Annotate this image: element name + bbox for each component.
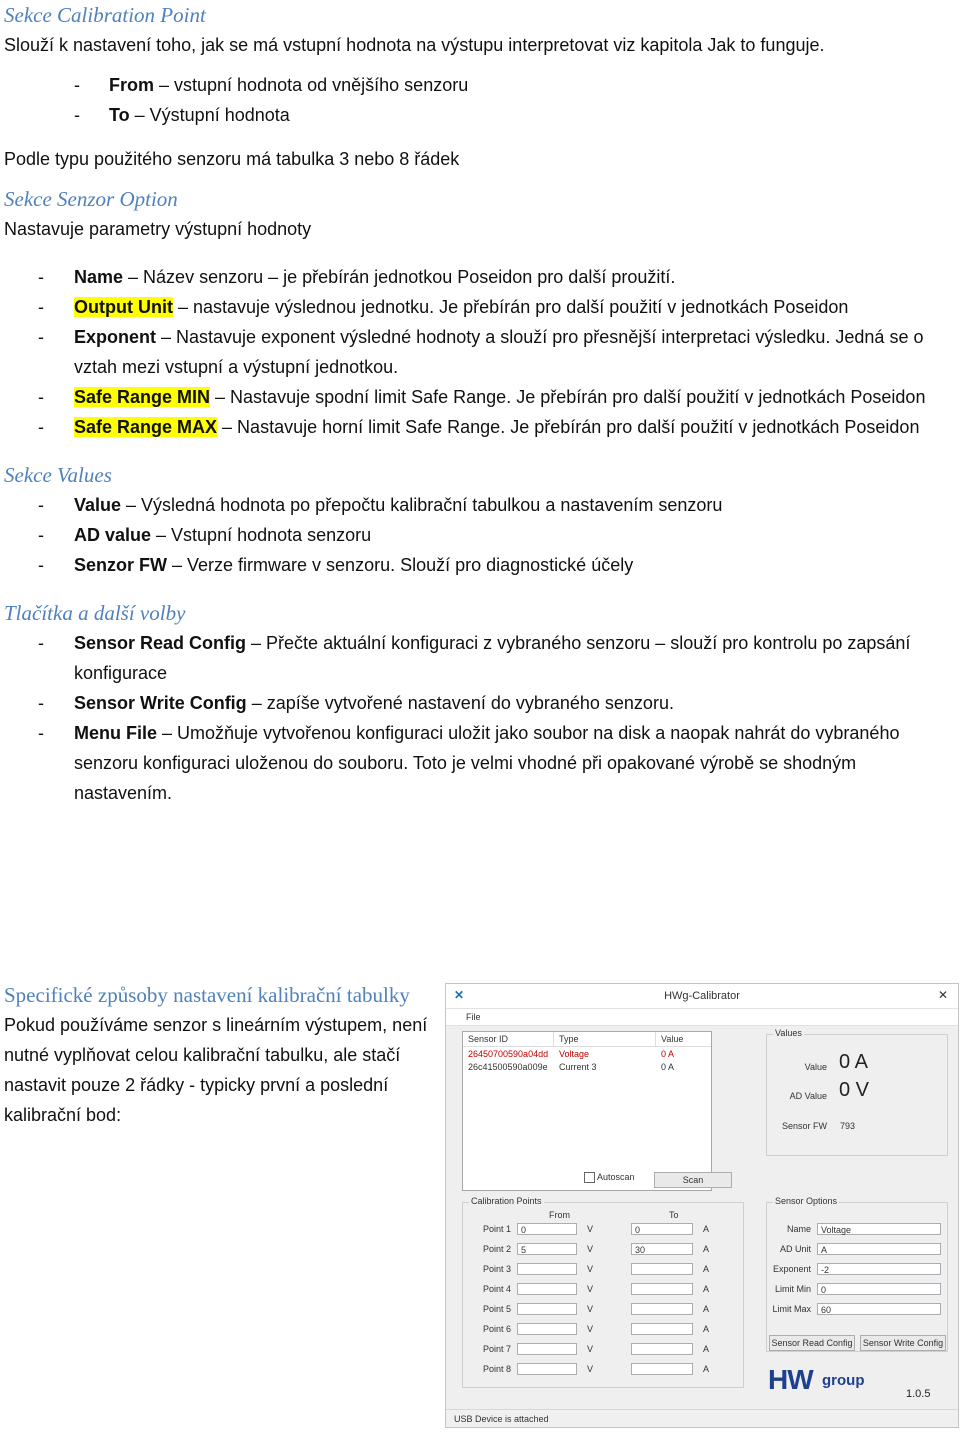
point-label: Point 1: [483, 1224, 512, 1234]
menu-file[interactable]: File: [466, 1012, 481, 1022]
point-label: Point 6: [483, 1324, 512, 1334]
senzor-intro: Nastavuje parametry výstupní hodnoty: [4, 219, 312, 239]
list-item: - Sensor Write Config – zapíše vytvořené nastavení do vybraného senzoru.: [4, 688, 954, 718]
to-unit: A: [703, 1224, 710, 1234]
from-input[interactable]: 5: [517, 1243, 577, 1255]
from-unit: V: [587, 1304, 594, 1314]
from-input[interactable]: 0: [517, 1223, 577, 1235]
point-label: Point 5: [483, 1304, 512, 1314]
list-item: - Output Unit – nastavuje výslednou jednotku. Je přebírán pro další použití v jednotkách Poseidon: [4, 292, 954, 322]
from-input[interactable]: [517, 1323, 577, 1335]
values-group: [766, 1028, 948, 1156]
point-label: Point 4: [483, 1284, 512, 1294]
from-input[interactable]: [517, 1263, 577, 1275]
to-input[interactable]: [631, 1283, 693, 1295]
list-item: - Menu File – Umožňuje vytvořenou konfiguraci uložit jako soubor na disk a naopak nahrát do vybraného senzoru konfiguraci uloženou do souboru. Toto je velmi vhodné při opakované výrobě se shodným nastavením.: [4, 718, 954, 808]
heading-senzor-option: Sekce Senzor Option: [4, 187, 178, 211]
option-input[interactable]: 0: [817, 1283, 941, 1295]
sensor-fw-label: Sensor FW: [781, 1121, 827, 1131]
window-title: HWg-Calibrator: [664, 990, 740, 1002]
ad-value-label: AD Value: [789, 1091, 827, 1101]
list-item: - Safe Range MIN – Nastavuje spodní limit Safe Range. Je přebírán pro další použití v jednotkách Poseidon: [4, 382, 954, 412]
column-header[interactable]: Type: [559, 1034, 579, 1044]
calibration-points-group: [462, 1196, 744, 1388]
option-label: AD Unit: [779, 1244, 811, 1254]
option-input[interactable]: 60: [817, 1303, 941, 1315]
window-titlebar: [446, 984, 958, 1009]
value-label: Value: [804, 1062, 827, 1072]
list-item: - Senzor FW – Verze firmware v senzoru. Slouží pro diagnostické účely: [4, 550, 954, 580]
document-body: [4, 0, 954, 808]
autoscan-checkbox[interactable]: [584, 1172, 595, 1183]
list-item: - Exponent – Nastavuje exponent výsledné hodnoty a slouží pro přesnější interpretaci výsledku. Jedná se o vztah mezi vstupní a výstupní jednotkou.: [4, 322, 954, 382]
from-unit: V: [587, 1344, 594, 1354]
calibration-group-label: Calibration Points: [471, 1196, 542, 1206]
status-bar: [446, 1409, 958, 1427]
heading-buttons: Tlačítka a další volby: [4, 601, 186, 625]
point-label: Point 2: [483, 1244, 512, 1254]
option-input[interactable]: -2: [817, 1263, 941, 1275]
senzor-list: [4, 262, 954, 442]
from-unit: V: [587, 1244, 594, 1254]
menu-bar: [446, 1009, 958, 1026]
close-icon[interactable]: ✕: [937, 988, 948, 1002]
list-item: - To – Výstupní hodnota: [4, 100, 954, 130]
autoscan-label: Autoscan: [597, 1172, 635, 1182]
to-input[interactable]: [631, 1343, 693, 1355]
from-input[interactable]: [517, 1283, 577, 1295]
from-label: From: [549, 1210, 570, 1220]
values-group-label: Values: [775, 1028, 802, 1038]
table-row[interactable]: 26450700590a04dd Voltage 0 A: [463, 1047, 711, 1060]
point-label: Point 8: [483, 1364, 512, 1374]
to-input[interactable]: 30: [631, 1243, 693, 1255]
heading-values: Sekce Values: [4, 463, 112, 487]
list-item: - AD value – Vstupní hodnota senzoru: [4, 520, 954, 550]
sensor-fw-value: 793: [840, 1121, 856, 1131]
column-header[interactable]: Value: [661, 1034, 684, 1044]
option-label: Exponent: [772, 1264, 811, 1274]
from-unit: V: [587, 1264, 594, 1274]
to-input[interactable]: [631, 1303, 693, 1315]
sensor-write-config-button[interactable]: Sensor Write Config: [860, 1335, 946, 1351]
to-input[interactable]: 0: [631, 1223, 693, 1235]
from-unit: V: [587, 1364, 594, 1374]
from-unit: V: [587, 1284, 594, 1294]
sensor-list-header: [463, 1032, 711, 1047]
to-unit: A: [703, 1304, 710, 1314]
to-unit: A: [703, 1324, 710, 1334]
sensor-read-config-button[interactable]: Sensor Read Config: [769, 1335, 855, 1351]
to-label: To: [669, 1210, 679, 1220]
sensor-options-group-label: Sensor Options: [775, 1196, 838, 1206]
version-label: 1.0.5: [906, 1388, 931, 1400]
to-unit: A: [703, 1264, 710, 1274]
option-input[interactable]: Voltage: [817, 1223, 941, 1235]
to-unit: A: [703, 1244, 710, 1254]
from-input[interactable]: [517, 1363, 577, 1375]
value-readout: 0 A: [839, 1051, 868, 1073]
to-unit: A: [703, 1344, 710, 1354]
buttons-list: [4, 628, 954, 808]
specific-text: Pokud používáme senzor s lineárním výstupem, není nutné vyplňovat celou kalibrační tabulku, ale stačí nastavit pouze 2 řádky - typicky první a poslední kalibrační bod:: [4, 1015, 428, 1125]
list-item: - Safe Range MAX – Nastavuje horní limit Safe Range. Je přebírán pro další použití v jednotkách Poseidon: [4, 412, 954, 442]
specific-section: [4, 981, 434, 1130]
option-label: Limit Min: [774, 1284, 811, 1294]
ad-value-readout: 0 V: [839, 1079, 870, 1101]
to-input[interactable]: [631, 1263, 693, 1275]
scan-button[interactable]: Scan: [654, 1172, 732, 1188]
hwgroup-logo: HW group: [768, 1364, 865, 1395]
heading-specific: Specifické způsoby nastavení kalibrační tabulky: [4, 983, 410, 1007]
sensor-options-group: [766, 1196, 948, 1352]
option-label: Name: [786, 1224, 811, 1234]
table-row[interactable]: 26c41500590a009e Current 3 0 A: [468, 1062, 675, 1072]
point-label: Point 3: [483, 1264, 512, 1274]
from-unit: V: [587, 1324, 594, 1334]
app-icon: ✕: [454, 988, 465, 1002]
from-input[interactable]: [517, 1303, 577, 1315]
heading-calibration-point: Sekce Calibration Point: [4, 3, 206, 27]
calibration-list: [4, 70, 954, 130]
table-rows-note: Podle typu použitého senzoru má tabulka 3 nebo 8 řádek: [4, 149, 460, 169]
to-unit: A: [703, 1284, 710, 1294]
list-item: - Sensor Read Config – Přečte aktuální konfiguraci z vybraného senzoru – slouží pro kontrolu po zapsání konfigurace: [4, 628, 954, 688]
to-unit: A: [703, 1364, 710, 1374]
status-text: USB Device is attached: [454, 1414, 549, 1424]
option-input[interactable]: A: [817, 1243, 941, 1255]
to-input[interactable]: [631, 1323, 693, 1335]
calibrator-window: [445, 983, 959, 1428]
list-item: - Name – Název senzoru – je přebírán jednotkou Poseidon pro další proužití.: [4, 262, 954, 292]
point-label: Point 7: [483, 1344, 512, 1354]
list-item: - Value – Výsledná hodnota po přepočtu kalibrační tabulkou a nastavením senzoru: [4, 490, 954, 520]
from-input[interactable]: [517, 1343, 577, 1355]
to-input[interactable]: [631, 1363, 693, 1375]
from-unit: V: [587, 1224, 594, 1234]
sensor-list[interactable]: [462, 1031, 712, 1191]
calibration-intro: Slouží k nastavení toho, jak se má vstupní hodnota na výstupu interpretovat viz kapitola Jak to funguje.: [4, 35, 825, 55]
column-header[interactable]: Sensor ID: [468, 1034, 509, 1044]
values-list: [4, 490, 954, 580]
option-label: Limit Max: [772, 1304, 811, 1314]
list-item: - From – vstupní hodnota od vnějšího senzoru: [4, 70, 954, 100]
